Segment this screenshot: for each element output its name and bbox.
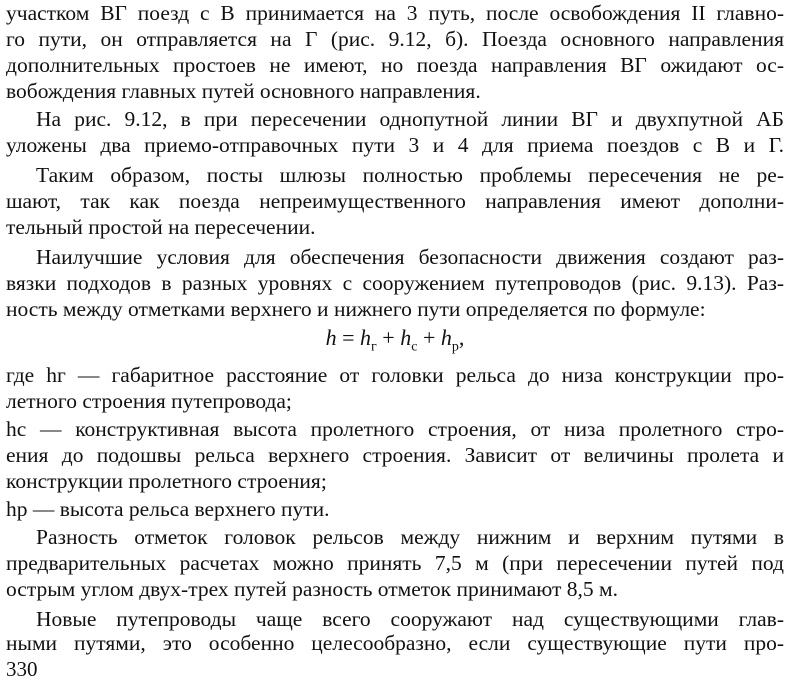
definition-line: конструкции пролетного строения; — [6, 469, 327, 493]
definition-line: hр — высота рельса верхнего пути. — [6, 497, 330, 521]
text-line: На рис. 9.12, в при пересечении однопутной линии ВГ и двухпутной АБ — [36, 107, 784, 131]
formula-plus-2: + — [417, 325, 441, 350]
definition-line: ения до подошвы рельса верхнего строения. Зависит от величины пролета и — [6, 443, 784, 467]
formula-sub-3: р — [451, 339, 459, 355]
formula-term-3: h — [440, 325, 452, 350]
text-line: Наилучшие условия для обеспечения безопасности движения создают раз- — [36, 245, 784, 269]
text-line: Таким образом, посты шлюзы полностью проблемы пересечения не ре- — [36, 163, 784, 187]
formula-term-1: h — [360, 325, 372, 350]
text-line: Разность отметок головок рельсов между нижним и верхним путями в — [36, 525, 784, 549]
text-line: тельный простой на пересечении. — [6, 215, 316, 239]
text-line: предварительных расчетах можно принять 7,5 м (при пересечении путей под — [6, 551, 784, 575]
formula-end: , — [458, 325, 465, 350]
formula-lhs: h — [325, 325, 337, 350]
text-line: уложены два приемо-отправочных пути 3 и 4 для приема поездов с В и Г. — [6, 133, 784, 157]
formula-eq: = — [336, 325, 361, 350]
page-number: 330 — [6, 657, 38, 681]
text-line: острым углом двух-трех путей разность отметок принимают 8,5 м. — [6, 577, 619, 601]
text-line: вязки подходов в разных уровнях с сооружением путепроводов (рис. 9.13). Раз- — [6, 271, 784, 295]
definition-line: летного строения путепровода; — [6, 389, 292, 413]
definition-line: hс — конструктивная высота пролетного строения, от низа пролетного стро- — [6, 417, 784, 441]
formula-sub-1: г — [371, 339, 377, 355]
formula-term-2: h — [400, 325, 412, 350]
text-line: ными путями, это особенно целесообразно, если существующие пути про- — [6, 631, 784, 655]
text-line: го пути, он отправляется на Г (рис. 9.12, б). Поезда основного направления — [6, 27, 784, 51]
text-line: шают, так как поезда непреимущественного направления имеют дополни- — [6, 189, 784, 213]
definition-line: где hг — габаритное расстояние от головки рельса до низа конструкции про- — [6, 363, 784, 387]
text-line: вобождения главных путей основного направления. — [6, 79, 481, 103]
text-line: Новые путепроводы чаще всего сооружают над существующими глав- — [36, 607, 784, 631]
text-line: ность между отметками верхнего и нижнего пути определяется по формуле: — [6, 297, 706, 321]
text-line: участком ВГ поезд с В принимается на 3 путь, после освобождения II главно- — [6, 1, 784, 25]
formula-plus-1: + — [376, 325, 401, 350]
text-line: дополнительных простоев не имеют, но поезда направления ВГ ожидают ос- — [6, 53, 784, 77]
formula-sub-2: с — [411, 339, 418, 355]
formula — [6, 324, 784, 361]
